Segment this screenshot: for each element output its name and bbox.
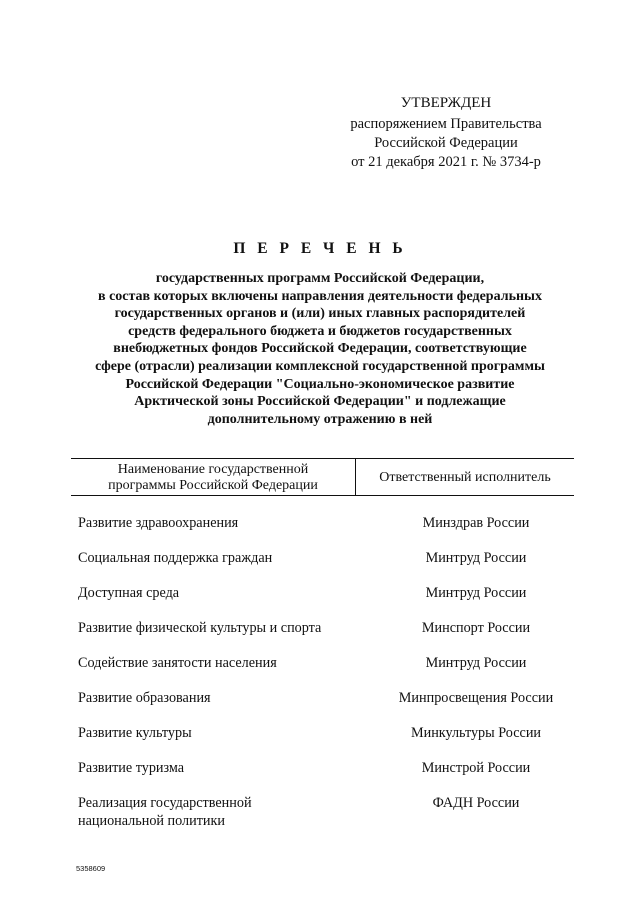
executor-name: Минпросвещения России — [398, 690, 554, 706]
subtitle-line: государственных органов и (или) иных главных распорядителей — [114, 306, 526, 322]
table-row — [78, 794, 574, 829]
program-name — [78, 794, 378, 829]
program-name: Содействие занятости населения — [78, 655, 277, 671]
program-name: Доступная среда — [78, 585, 180, 601]
subtitle-line: сфере (отрасли) реализации комплексной государственной программы — [95, 358, 545, 374]
table-rule-top — [71, 458, 574, 459]
table-row — [78, 689, 574, 724]
header-program-line: Наименование государственной — [117, 462, 309, 477]
executor-name: Минтруд России — [425, 585, 527, 601]
subtitle-line: Российской Федерации "Социально-экономическое развитие — [125, 376, 515, 392]
executor-name: Минкультуры России — [410, 725, 541, 741]
table-header — [71, 458, 574, 496]
subtitle-line: государственных программ Российской Федерации, — [155, 271, 485, 286]
table-row — [78, 724, 574, 759]
document-subtitle — [60, 270, 580, 428]
table-row — [78, 759, 574, 794]
program-name: Социальная поддержка граждан — [78, 550, 273, 566]
program-name: Развитие физической культуры и спорта — [78, 620, 322, 636]
program-name-line: национальной политики — [78, 813, 226, 829]
program-name: Развитие культуры — [78, 725, 192, 741]
executor-name: Минспорт России — [421, 620, 531, 636]
document-title: П Е Р Е Ч Е Н Ь — [233, 240, 407, 257]
executor-name: Минтруд России — [425, 550, 527, 566]
subtitle-line: Арктической зоны Российской Федерации" и подлежащие — [134, 394, 506, 410]
program-name: Развитие здравоохранения — [78, 515, 239, 531]
document-number: 5358609 — [76, 864, 106, 873]
header-program-line: программы Российской Федерации — [108, 478, 318, 493]
table-row — [78, 619, 574, 654]
header-program — [71, 462, 355, 494]
executor-name: Минстрой России — [421, 760, 531, 776]
program-name: Развитие образования — [78, 690, 211, 706]
table-body — [78, 514, 574, 829]
program-name: Развитие туризма — [78, 760, 185, 776]
table-rule-bottom — [71, 495, 574, 496]
subtitle-line: средств федерального бюджета и бюджетов государственных — [128, 323, 512, 339]
table-row — [78, 514, 574, 549]
program-name-line: Реализация государственной — [78, 795, 252, 811]
table-row — [78, 654, 574, 689]
approval-line: распоряжением Правительства — [350, 116, 542, 132]
approval-block — [330, 94, 562, 172]
approval-header: УТВЕРЖДЕН — [400, 95, 492, 111]
subtitle-line: в состав которых включены направления деятельности федеральных — [98, 288, 542, 304]
approval-line: от 21 декабря 2021 г. № 3734-р — [351, 154, 541, 170]
table-row — [78, 549, 574, 584]
approval-line: Российской Федерации — [374, 135, 518, 151]
document-heading — [60, 240, 580, 428]
executor-name: Минтруд России — [425, 655, 527, 671]
subtitle-line: внебюджетных фондов Российской Федерации, соответствующие — [113, 341, 527, 357]
header-executor: Ответственный исполнитель — [379, 470, 551, 485]
executor-name: ФАДН России — [432, 795, 520, 811]
subtitle-line: дополнительному отражению в ней — [207, 411, 433, 427]
table-row — [78, 584, 574, 619]
executor-name: Минздрав России — [422, 515, 530, 531]
